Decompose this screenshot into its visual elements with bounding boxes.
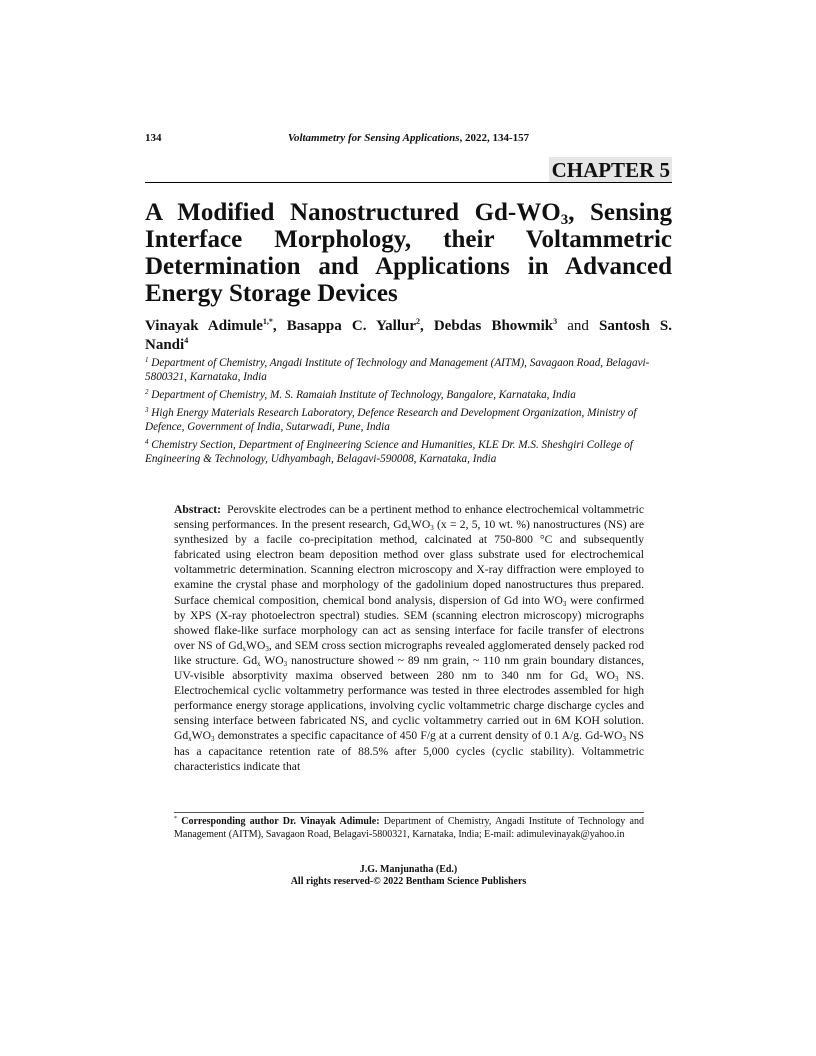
authors-line-2: Nandi$^4$	[145, 336, 189, 353]
title-line-2: Interface Morphology, their Voltammetric	[145, 226, 672, 253]
abstract: Abstract: Perovskite electrodes can be a pertinent method to enhance electrochemical voltammetric sensing performances. In the present research, $Gd_xWO_3$ (x = 2, 5, 10 wt. %) nanostructures (NS) are synthesized by a facile co-precipitation method, calcinated at 750-800 °C and subsequently fabricated using electron beam deposition method over glass substrate used for electrochemical voltammetric determination. Scanning electron microscopy and X-ray diffraction were employed to examine the crystal phase and morphology of the gadolinium doped nanostructures thus prepared. Surface chemical composition, chemical bond analysis, dispersion of Gd into $WO_3$ were confirmed by XPS (X-ray photoelectron spectral) studies. SEM (scanning electron microscopy) micrographs showed flake-like surface morphology can act as sensing interface for facile transfer of electrons over NS of $Gd_xWO_3$, and SEM cross section micrographs revealed agglomerated densely packed rod like structure. $Gd_x$ $WO_3$ nanostructure showed ~ 89 nm grain, ~ 110 nm grain boundary distances, UV-visible absorptivity maxima observed between 280 nm to 340 nm for $Gd_x$ $WO_3$ NS. Electrochemical cyclic voltammetry performance was tested in three electrodes assembled for high performance energy storage applications, involving cyclic voltammetric charge discharge cycles and sensing interface between fabricated NS, and cyclic voltammetry carried out in 6M KOH solution. $Gd_xWO_3$ demonstrates a specific capacitance of 450 F/g at a current density of 0.1 A/g. $Gd-WO_3$ NS has a capacitance retention rate of 88.5% after 5,000 cycles (cyclic stability). Voltammetric characteristics indicate that	[174, 503, 645, 773]
title-line-4: Energy Storage Devices	[145, 280, 398, 307]
corresponding-author-footnote: * Corresponding author Dr. Vinayak Adimule: Department of Chemistry, Angadi Institute of Technology and Management (AITM), Savagaon Road, Belagavi-5800321, Karnataka, India; E-mail: adimulevinayak@yahoo.in	[174, 816, 644, 840]
affiliation-2: $^2$ Department of Chemistry, M. S. Ramaiah Institute of Technology, Bangalore, Karnataka, India	[145, 388, 576, 401]
author-4-first: Santosh S.	[598, 318, 673, 334]
affiliation-3: $^3$ High Energy Materials Research Laboratory, Defence Research and Development Organization, Ministry of Defence, Government of India, Sutarwadi, Pune, India	[145, 406, 637, 433]
footnote-rule	[174, 812, 644, 813]
title-line-1: A Modified Nanostructured $Gd-WO_3$, Sensing	[145, 199, 673, 228]
affiliations	[145, 356, 672, 470]
author-4-last: Nandi	[145, 337, 185, 353]
title-line-3: Determination and Applications in Advanced	[145, 253, 672, 280]
publisher-info	[145, 864, 672, 888]
footnote-label: Corresponding author Dr. Vinayak Adimule:	[177, 816, 380, 827]
author-2: Basappa C. Yallur	[286, 318, 416, 334]
journal-title: Voltammetry for Sensing Applications	[287, 132, 460, 144]
journal-citation	[145, 132, 672, 144]
affiliation-1: $^1$ Department of Chemistry, Angadi Institute of Technology and Management (AITM), Savagaon Road, Belagavi-5800321, Karnataka, India	[145, 356, 650, 383]
header-rule	[145, 182, 672, 183]
journal-volume-pages: , 2022, 134-157	[459, 132, 530, 144]
author-1: Vinayak Adimule	[145, 318, 263, 334]
chapter-label: CHAPTER 5	[549, 157, 672, 182]
authors-line-1: Vinayak Adimule$^{1,*}$, Basappa C. Yallur$^2$, Debdas Bhowmik$^3$ and Santosh S.	[145, 317, 673, 334]
editor-line: J.G. Manjunatha (Ed.)	[359, 864, 458, 875]
rights-line: All rights reserved-© 2022 Bentham Science Publishers	[290, 876, 527, 887]
author-3: Debdas Bhowmik	[433, 318, 554, 334]
abstract-label: Abstract:	[174, 503, 222, 516]
author-list	[145, 317, 672, 355]
page-number: 134	[145, 132, 162, 144]
affiliation-4: $^4$ Chemistry Section, Department of Engineering Science and Humanities, KLE Dr. M.S. Sheshgiri College of Engineering & Technology, Udhyambagh, Belagavi-590008, Karnataka, India	[145, 438, 633, 465]
article-title	[145, 199, 672, 307]
